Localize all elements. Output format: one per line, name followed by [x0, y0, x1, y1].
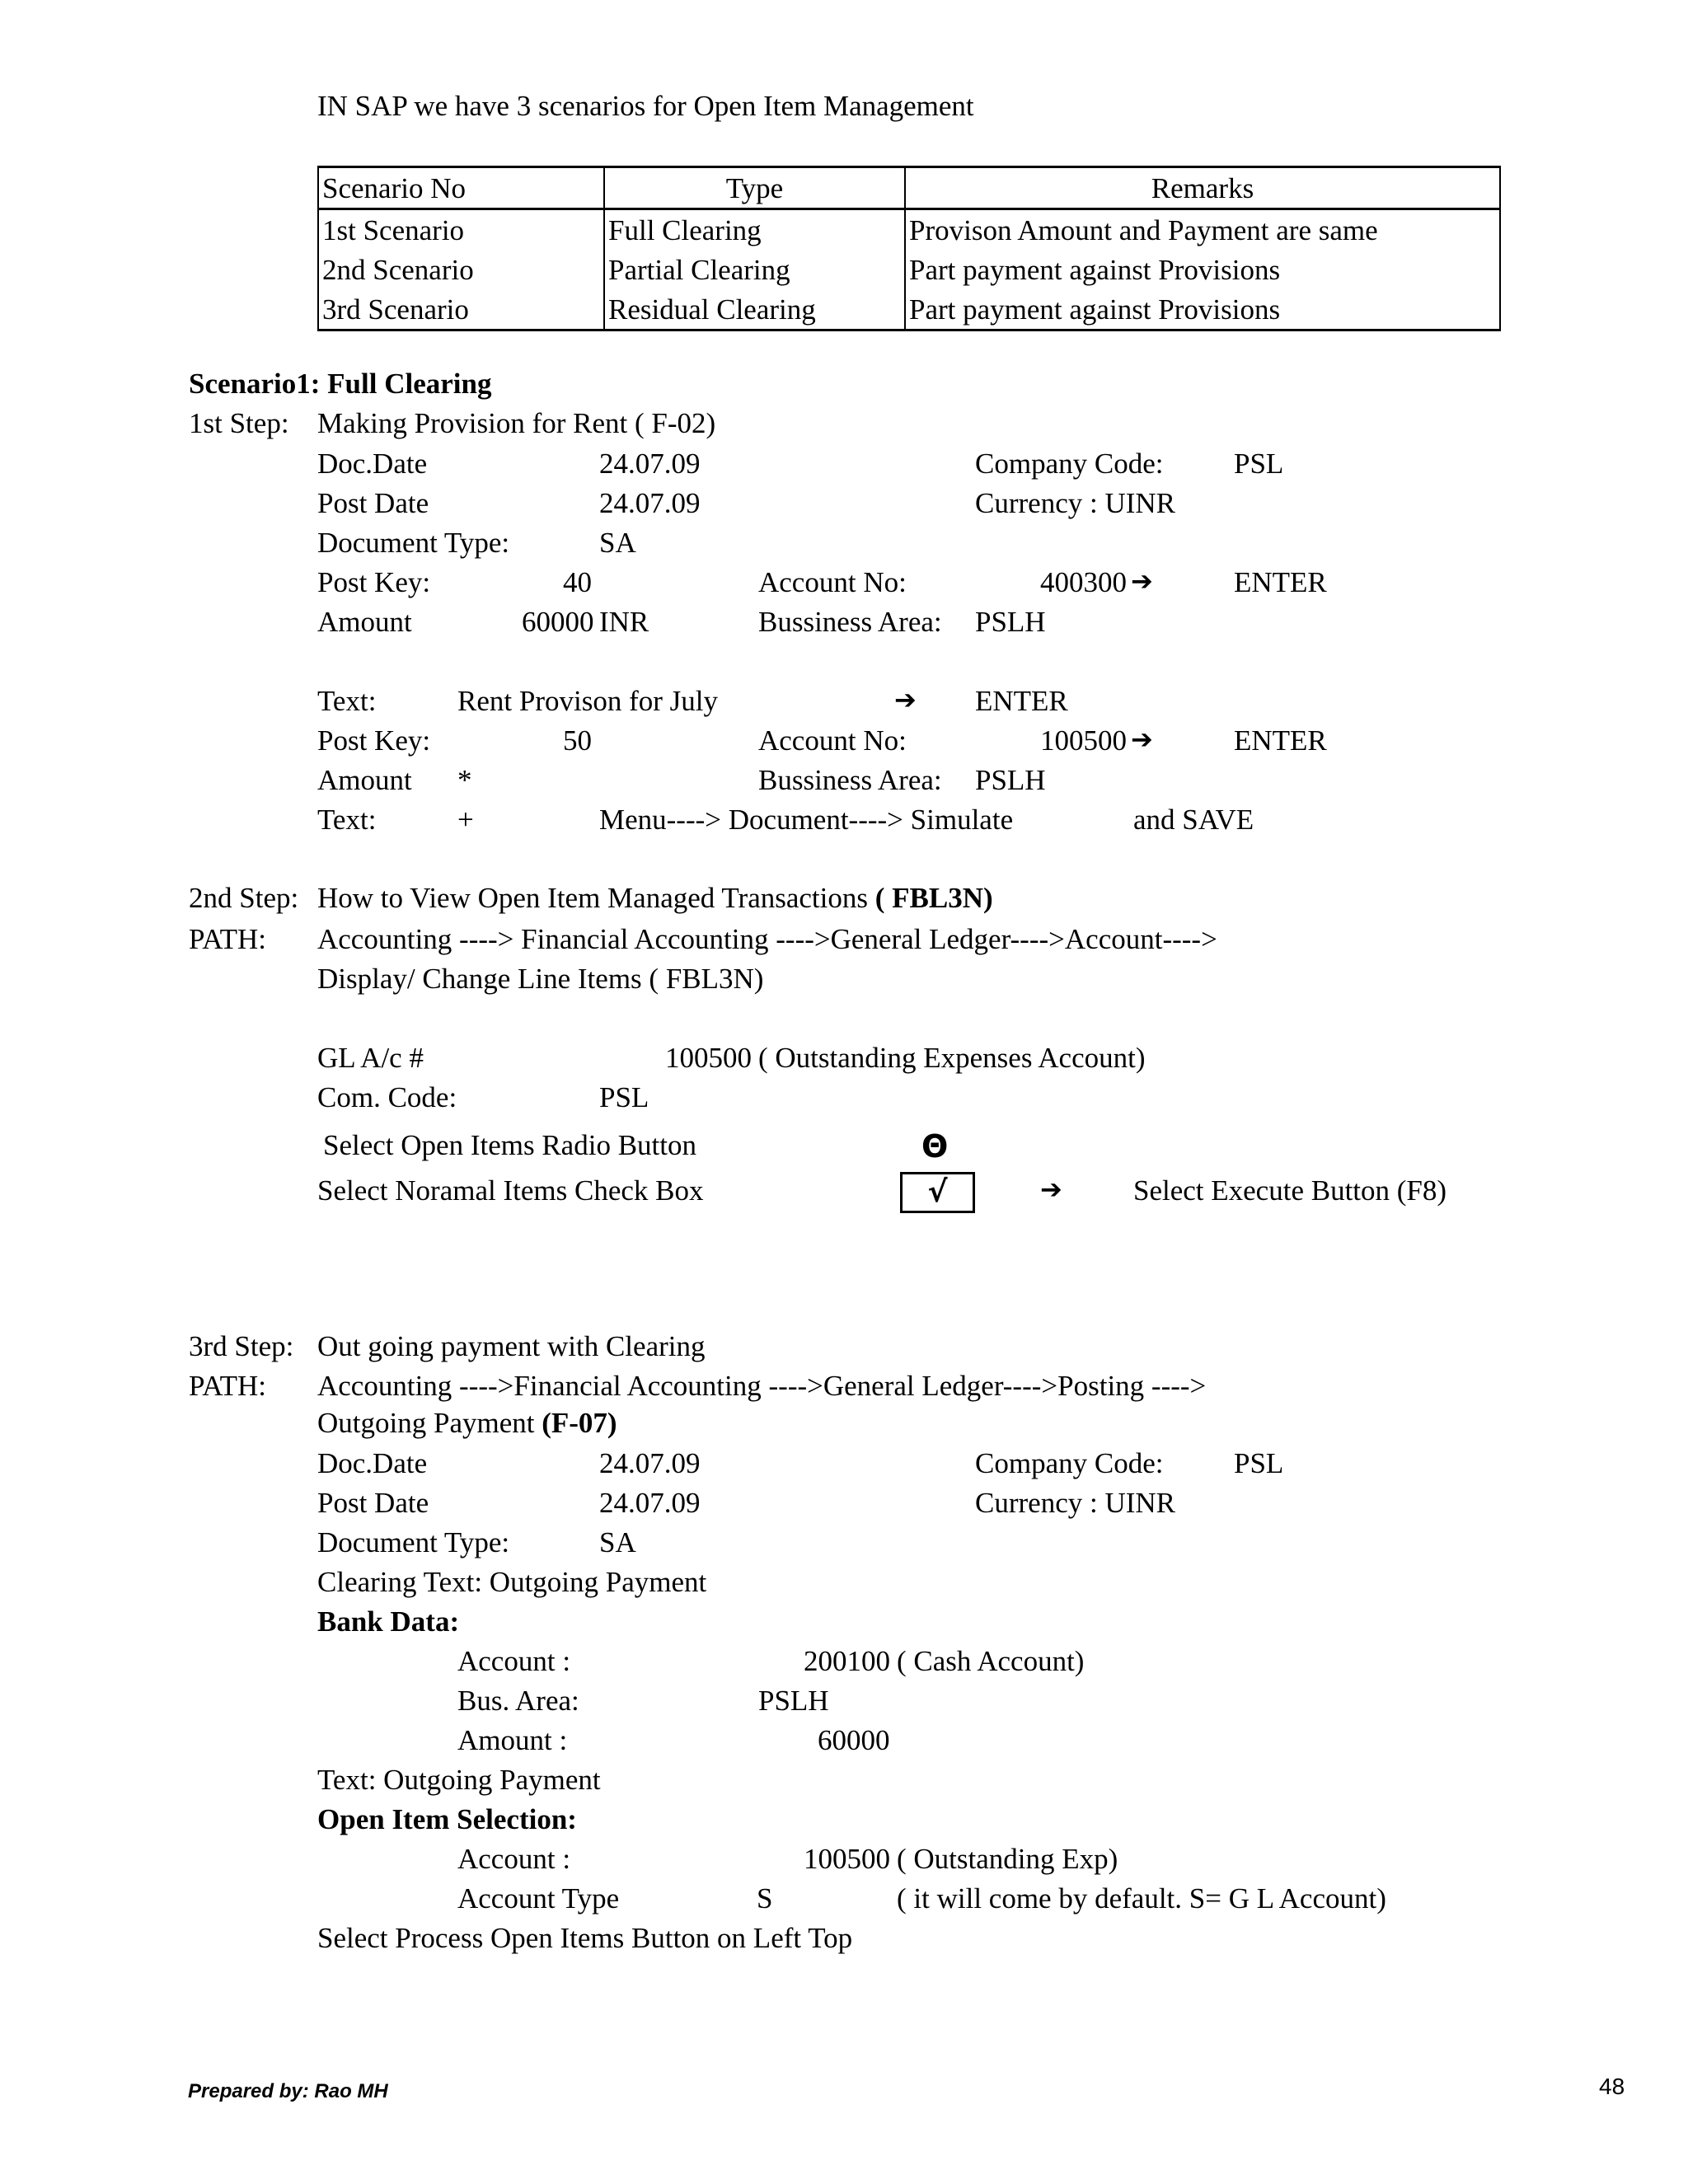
bus-area-value: PSLH — [758, 1685, 829, 1717]
selection-account-label: Account : — [457, 1843, 571, 1875]
gl-account-label: GL A/c # — [317, 1042, 424, 1074]
com-code-label: Com. Code: — [317, 1081, 457, 1113]
step3-label: 3rd Step: — [189, 1330, 294, 1362]
scenario-table — [317, 166, 1501, 331]
selection-account-desc: ( Outstanding Exp) — [897, 1843, 1118, 1875]
path-line: Display/ Change Line Items ( FBL3N) — [317, 963, 764, 995]
doc-type-value: SA — [599, 527, 636, 559]
step2-label: 2nd Step: — [189, 882, 299, 914]
table-header-row — [318, 167, 1500, 209]
post-key-label: Post Key: — [317, 724, 431, 757]
table-row — [318, 250, 1500, 289]
step2-title-code: ( FBL3N) — [874, 882, 993, 914]
amount-label: Amount — [317, 764, 412, 796]
bus-area-label: Bus. Area: — [457, 1685, 579, 1717]
company-code-label: Company Code: — [975, 1447, 1164, 1479]
arrow-right-icon: ➔ — [1131, 565, 1153, 597]
business-area-label: Bussiness Area: — [758, 764, 942, 796]
post-date-value: 24.07.09 — [599, 1487, 701, 1519]
text-label: Text: — [317, 685, 377, 717]
currency-label-text: Currency : U — [975, 487, 1126, 519]
table-header: Scenario No — [318, 167, 604, 209]
bank-amount-value: 60000 — [818, 1724, 890, 1756]
post-date-label: Post Date — [317, 487, 429, 519]
table-cell: 2nd Scenario — [318, 250, 604, 289]
table-cell: 3rd Scenario — [318, 289, 604, 330]
path-label: PATH: — [189, 923, 267, 955]
path-line-text: Outgoing Payment — [317, 1407, 542, 1439]
step3-title: Out going payment with Clearing — [317, 1330, 706, 1362]
currency-label — [975, 1488, 1175, 1517]
table-cell: Partial Clearing — [604, 250, 905, 289]
post-date-value: 24.07.09 — [599, 487, 701, 519]
doc-type-value: SA — [599, 1526, 636, 1558]
currency-value: INR — [1125, 1487, 1176, 1519]
step1-label: 1st Step: — [189, 407, 289, 439]
company-code-label: Company Code: — [975, 448, 1164, 480]
doc-date-label: Doc.Date — [317, 1447, 428, 1479]
currency-label — [975, 489, 1175, 518]
path-line: Accounting ---->Financial Accounting ---->General Ledger---->Posting ----> — [317, 1370, 1207, 1402]
step2-title — [317, 883, 993, 912]
table-header: Remarks — [905, 167, 1500, 209]
enter-label: ENTER — [975, 685, 1068, 717]
clearing-text: Clearing Text: Outgoing Payment — [317, 1566, 707, 1598]
doc-type-label: Document Type: — [317, 527, 510, 559]
amount-value: 60000 — [522, 606, 594, 638]
execute-instruction: Select Execute Button (F8) — [1133, 1174, 1447, 1207]
doc-date-value: 24.07.09 — [599, 1447, 701, 1479]
open-item-selection-heading: Open Item Selection: — [317, 1803, 577, 1835]
intro-text: IN SAP we have 3 scenarios for Open Item Management — [317, 90, 974, 122]
open-items-instruction: Select Open Items Radio Button — [323, 1129, 696, 1161]
path-code: (F-07) — [542, 1407, 617, 1439]
step2-title-text: How to View Open Item Managed Transactions — [317, 882, 875, 914]
table-cell: Full Clearing — [604, 209, 905, 251]
account-no-value: 100500 — [1040, 724, 1127, 757]
com-code-value: PSL — [599, 1081, 649, 1113]
doc-date-label: Doc.Date — [317, 448, 428, 480]
bank-account-value: 200100 — [804, 1645, 890, 1677]
menu-path: Menu----> Document----> Simulate — [599, 804, 1014, 836]
payment-text: Text: Outgoing Payment — [317, 1764, 601, 1796]
normal-items-instruction: Select Noramal Items Check Box — [317, 1174, 704, 1207]
path-line — [317, 1408, 617, 1437]
table-row — [318, 289, 1500, 330]
bank-amount-label: Amount : — [457, 1724, 568, 1756]
bank-data-heading: Bank Data: — [317, 1605, 460, 1638]
business-area-value: PSLH — [975, 606, 1046, 638]
post-key-label: Post Key: — [317, 566, 431, 598]
amount-value: * — [457, 764, 472, 796]
gl-account-desc: ( Outstanding Expenses Account) — [758, 1042, 1146, 1074]
arrow-right-icon: ➔ — [1040, 1174, 1062, 1205]
path-line: Accounting ----> Financial Accounting ---->General Ledger---->Account----> — [317, 923, 1217, 955]
account-no-value: 400300 — [1040, 566, 1127, 598]
table-cell: 1st Scenario — [318, 209, 604, 251]
account-no-label: Account No: — [758, 566, 907, 598]
table-row — [318, 209, 1500, 251]
account-no-label: Account No: — [758, 724, 907, 757]
post-date-label: Post Date — [317, 1487, 429, 1519]
currency-value: INR — [1125, 487, 1176, 519]
account-type-value: S — [757, 1882, 773, 1915]
business-area-label: Bussiness Area: — [758, 606, 942, 638]
enter-label: ENTER — [1234, 724, 1327, 757]
arrow-right-icon: ➔ — [1131, 724, 1153, 755]
bank-account-desc: ( Cash Account) — [897, 1645, 1085, 1677]
bank-account-label: Account : — [457, 1645, 571, 1677]
table-cell: Part payment against Provisions — [905, 250, 1500, 289]
selection-account-value: 100500 — [804, 1843, 890, 1875]
table-cell: Residual Clearing — [604, 289, 905, 330]
currency-label-text: Currency : U — [975, 1487, 1126, 1519]
scenario1-heading: Scenario1: Full Clearing — [189, 368, 492, 400]
amount-currency: INR — [599, 606, 649, 638]
post-key-value: 40 — [563, 566, 592, 598]
amount-label: Amount — [317, 606, 412, 638]
table-cell: Provison Amount and Payment are same — [905, 209, 1500, 251]
table-cell: Part payment against Provisions — [905, 289, 1500, 330]
text-value: + — [457, 804, 474, 836]
account-type-desc: ( it will come by default. S= G L Account) — [897, 1882, 1386, 1915]
company-code-value: PSL — [1234, 1447, 1284, 1479]
gl-account-value: 100500 — [665, 1042, 752, 1074]
page-number: 48 — [1599, 2074, 1625, 2099]
final-instruction: Select Process Open Items Button on Left Top — [317, 1922, 853, 1954]
doc-type-label: Document Type: — [317, 1526, 510, 1558]
account-type-label: Account Type — [457, 1882, 620, 1915]
open-items-radio-icon: Θ — [921, 1128, 949, 1165]
business-area-value: PSLH — [975, 764, 1046, 796]
prepared-by: Prepared by: Rao MH — [188, 2080, 388, 2102]
arrow-right-icon: ➔ — [894, 684, 917, 715]
normal-items-checkbox-icon: √ — [900, 1172, 975, 1213]
post-key-value: 50 — [563, 724, 592, 757]
table-header: Type — [604, 167, 905, 209]
company-code-value: PSL — [1234, 448, 1284, 480]
save-instruction: and SAVE — [1133, 804, 1254, 836]
text-value: Rent Provison for July — [457, 685, 718, 717]
doc-date-value: 24.07.09 — [599, 448, 701, 480]
enter-label: ENTER — [1234, 566, 1327, 598]
text-label: Text: — [317, 804, 377, 836]
step1-title: Making Provision for Rent ( F-02) — [317, 407, 716, 439]
path-label: PATH: — [189, 1370, 267, 1402]
